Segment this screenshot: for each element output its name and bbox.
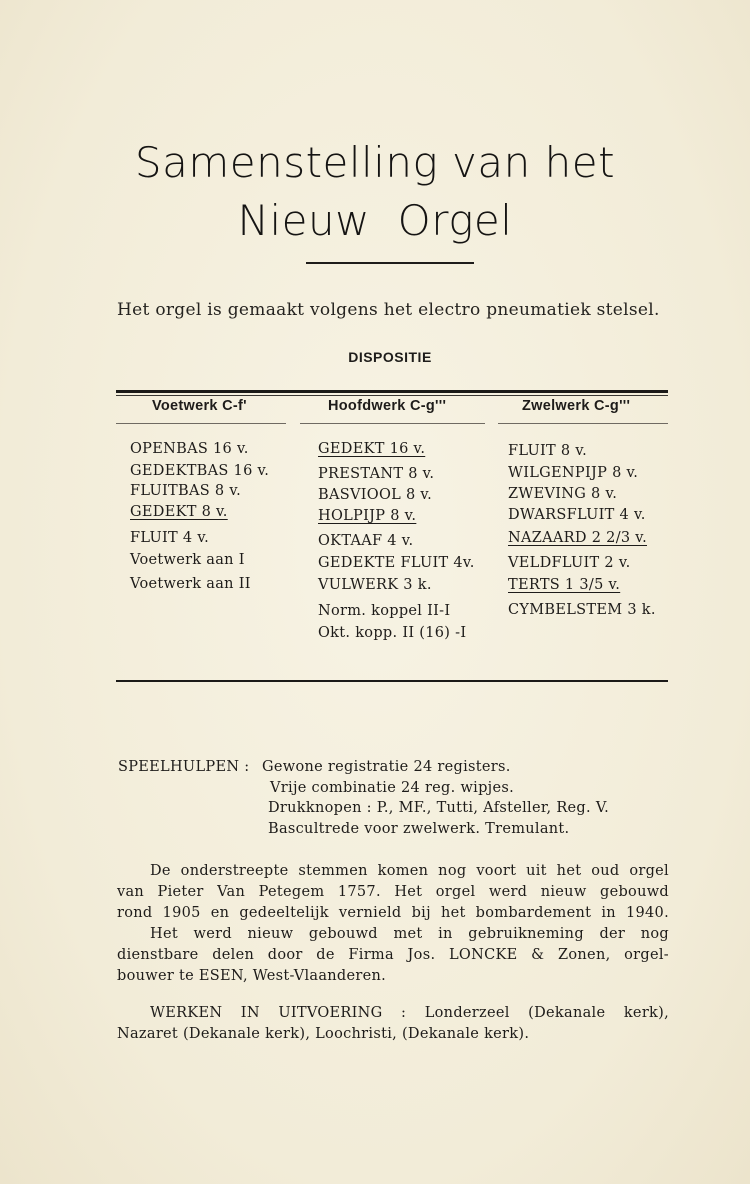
voetwerk-header: Voetwerk C-f'	[152, 398, 247, 414]
note-line: Het werd nieuw gebouwd met in gebruikneming der nog	[150, 926, 669, 942]
speelhulpen-line: Bascultrede voor zwelwerk. Tremulant.	[268, 820, 570, 837]
note-line: van Pieter Van Petegem 1757. Het orgel werd nieuw gebouwd	[117, 884, 669, 900]
speelhulpen-line: Gewone registratie 24 registers.	[262, 759, 511, 775]
stop-item: FLUIT 8 v.	[508, 443, 588, 459]
stop-item: Okt. kopp. II (16) -I	[318, 625, 467, 641]
stop-item: CYMBELSTEM 3 k.	[508, 602, 656, 618]
zwelwerk-header: Zwelwerk C-g'''	[522, 398, 631, 414]
speelhulpen-label: SPEELHULPEN :	[118, 759, 250, 775]
voetwerk-stops	[130, 438, 269, 595]
stop-item: PRESTANT 8 v.	[318, 466, 435, 482]
stop-item: BASVIOOL 8 v.	[318, 487, 433, 503]
title-divider	[306, 262, 474, 264]
stop-item: VELDFLUIT 2 v.	[508, 555, 631, 571]
stop-item-underlined: TERTS 1 3/5 v.	[508, 577, 621, 593]
note-line: rond 1905 en gedeeltelijk vernield bij het bombardement in 1940.	[117, 905, 669, 921]
speelhulpen-list	[262, 757, 609, 839]
stop-item: Norm. koppel II-I	[318, 603, 451, 619]
voetwerk-header-rule	[116, 423, 286, 424]
stop-item: FLUIT 4 v.	[130, 530, 210, 546]
hoofdwerk-header: Hoofdwerk C-g'''	[328, 398, 447, 414]
speelhulpen-line: Vrije combinatie 24 reg. wipjes.	[270, 779, 515, 796]
table-top-rule	[116, 390, 668, 393]
stop-item-underlined: GEDEKT 16 v.	[318, 441, 426, 457]
table-bottom-rule	[116, 680, 668, 682]
note-line: De onderstreepte stemmen komen nog voort uit het oud orgel	[150, 863, 669, 879]
stop-item: FLUITBAS 8 v.	[130, 483, 242, 499]
stop-item: GEDEKTBAS 16 v.	[130, 463, 270, 479]
werken-line: WERKEN IN UITVOERING : Londerzeel (Dekanale kerk),	[150, 1005, 669, 1021]
stop-item-underlined: NAZAARD 2 2/3 v.	[508, 530, 647, 546]
hoofdwerk-stops	[318, 438, 475, 644]
intro-text: Het orgel is gemaakt volgens het electro pneumatiek stelsel.	[117, 300, 660, 320]
zwelwerk-header-rule	[498, 423, 668, 424]
note-line: dienstbare delen door de Firma Jos. LONCKE & Zonen, orgel-	[117, 947, 669, 963]
stop-item: GEDEKTE FLUIT 4v.	[318, 555, 475, 571]
note-line: bouwer te ESEN, West-Vlaanderen.	[117, 968, 387, 984]
stop-item-underlined: HOLPIJP 8 v.	[318, 508, 417, 524]
stop-item: ZWEVING 8 v.	[508, 486, 618, 502]
stop-item: Voetwerk aan I	[130, 552, 245, 568]
page-title-line-2: Nieuw Orgel	[237, 196, 513, 245]
werken-line: Nazaret (Dekanale kerk), Loochristi, (Dekanale kerk).	[117, 1026, 530, 1042]
stop-item: OKTAAF 4 v.	[318, 533, 414, 549]
zwelwerk-stops	[508, 440, 656, 621]
stop-item: OPENBAS 16 v.	[130, 441, 249, 457]
stop-item: WILGENPIJP 8 v.	[508, 465, 639, 481]
hoofdwerk-header-rule	[300, 423, 485, 424]
table-top-rule-thin	[116, 395, 668, 396]
dispositie-heading: DISPOSITIE	[348, 349, 432, 365]
stop-item: VULWERK 3 k.	[318, 577, 432, 593]
speelhulpen-line: Drukknopen : P., MF., Tutti, Afsteller, Reg. V.	[268, 800, 609, 816]
stop-item: DWARSFLUIT 4 v.	[508, 507, 646, 523]
page-title-line-1: Samenstelling van het	[134, 138, 616, 187]
stop-item-underlined: GEDEKT 8 v.	[130, 504, 228, 520]
stop-item: Voetwerk aan II	[130, 576, 251, 592]
